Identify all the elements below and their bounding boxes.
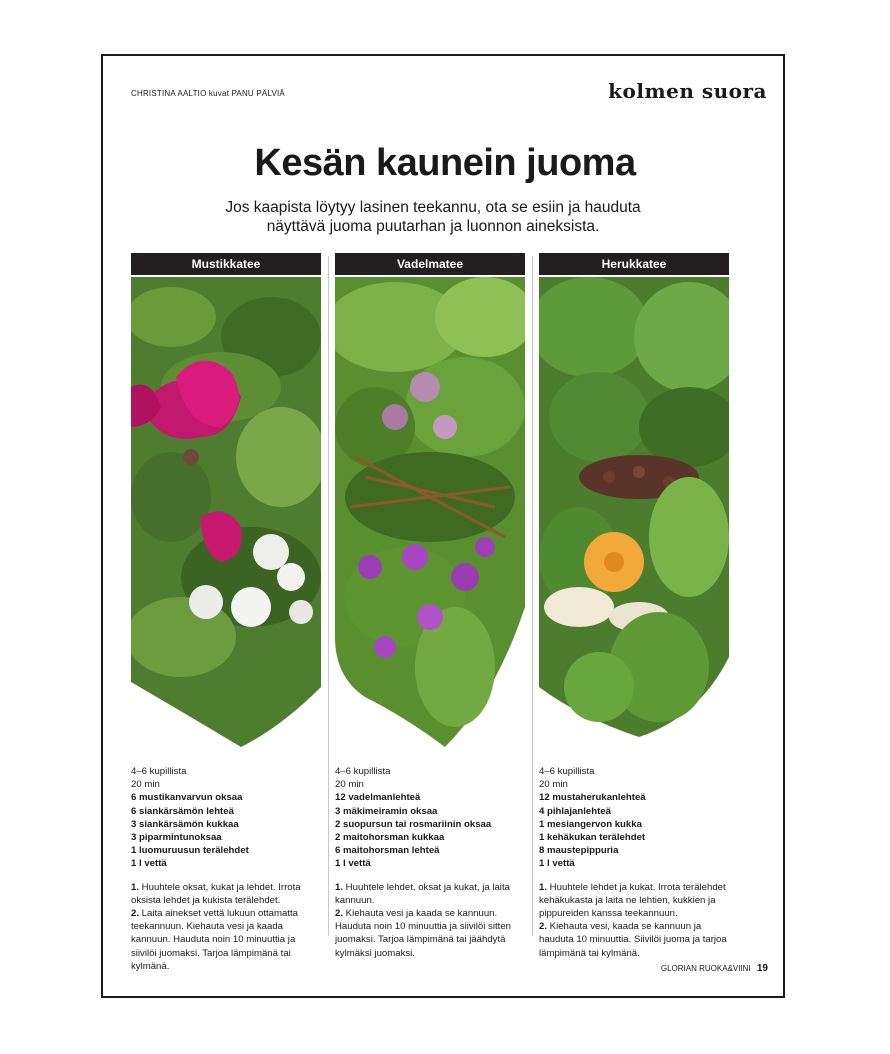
ingredient: 6 siankärsämön lehteä (131, 805, 234, 817)
ingredient: 4 pihlajanlehteä (539, 805, 611, 817)
step: 1. Huuhtele oksat, kukat ja lehdet. Irrota oksista lehdet ja kukista terälehdet. (131, 881, 301, 906)
recipe-column-herukkatee (539, 253, 729, 959)
ingredient: 3 mäkimeiramin oksaa (335, 805, 438, 817)
page-footer (661, 963, 768, 974)
recipe-column-vadelmatee (335, 253, 525, 959)
recipe-meta (539, 765, 729, 871)
servings: 4–6 kupillista (539, 766, 595, 777)
step: 1. Huuhtele lehdet, oksat ja kukat, ja laita kannuun. (335, 881, 510, 906)
ingredient: 8 maustepippuria (539, 845, 619, 857)
step: 2. Laita ainekset vettä lukuun ottamatta teekannuun. Kiehauta vesi ja kaada kannuun. Hauduta noin 10 minuuttia ja siivilöi juomaksi. Tarjoa lämpimänä tai kylmänä. (131, 908, 298, 972)
ingredient: 1 l vettä (335, 858, 371, 870)
servings: 4–6 kupillista (131, 766, 187, 777)
recipe-steps (335, 881, 525, 960)
recipe-photo (131, 277, 321, 747)
herb-photo-herukka (539, 277, 729, 747)
page-title: Kesän kaunein juoma (254, 142, 636, 184)
herb-photo-vadelma (335, 277, 525, 747)
recipe-steps (131, 881, 321, 973)
ingredient: 12 mustaherukanlehteä (539, 792, 646, 804)
section-logo: kolmen suora (608, 79, 767, 103)
ingredient: 1 luomuruusun terälehdet (131, 845, 249, 857)
ingredient: 2 suopursun tai rosmariinin oksaa (335, 818, 492, 830)
ingredient: 12 vadelmanlehteä (335, 792, 421, 804)
column-divider (328, 256, 329, 936)
ingredient: 1 l vettä (539, 858, 575, 870)
page-number: 19 (756, 963, 768, 974)
intro-line: Jos kaapista löytyy lasinen teekannu, ota se esiin ja hauduta (225, 199, 641, 216)
recipe-title: Mustikkatee (131, 253, 321, 275)
ingredient: 6 maitohorsman lehteä (335, 845, 440, 857)
magazine-name: GLORIAN RUOKA&VIINI (660, 964, 751, 973)
time: 20 min (131, 779, 160, 791)
ingredient: 3 siankärsämön kukkaa (131, 818, 239, 830)
recipe-photo (335, 277, 525, 747)
intro-line: näyttävä juoma puutarhan ja luonnon aineksista. (266, 218, 600, 235)
recipe-meta (335, 765, 525, 871)
recipe-title: Vadelmatee (335, 253, 525, 275)
step: 2. Kiehauta vesi, kaada se kannuun ja hauduta 10 minuuttia. Siivilöi juoma ja tarjoa lämpimänä tai kylmänä. (539, 921, 727, 959)
time: 20 min (335, 779, 364, 791)
step: 2. Kiehauta vesi ja kaada se kannuun. Hauduta noin 10 minuuttia ja siivilöi sitten juomaksi. Tarjoa lämpimänä tai jäähdytä kylmäksi juomaksi. (335, 908, 511, 959)
recipe-steps (539, 881, 729, 960)
ingredient: 1 mesiangervon kukka (539, 818, 642, 830)
ingredient: 1 kehäkukan terälehdet (539, 832, 646, 844)
ingredient: 2 maitohorsman kukkaa (335, 832, 445, 844)
column-divider (532, 256, 533, 936)
recipe-title: Herukkatee (539, 253, 729, 275)
step: 1. Huuhtele lehdet ja kukat. Irrota terälehdet kehäkukasta ja laita ne lehtien, kukkien ja pippureiden kanssa teekannuun. (539, 881, 726, 920)
byline: CHRISTINA AALTIO kuvat PANU PÄLVIÄ (131, 89, 285, 98)
servings: 4–6 kupillista (335, 766, 391, 777)
herb-photo-mustikka (131, 277, 321, 747)
time: 20 min (539, 779, 568, 791)
recipe-column-mustikkatee (131, 253, 321, 972)
intro-text (200, 198, 666, 236)
ingredient: 1 l vettä (131, 858, 167, 870)
recipe-meta (131, 765, 321, 871)
ingredient: 3 piparmintunoksaa (131, 832, 222, 844)
ingredient: 6 mustikanvarvun oksaa (131, 792, 243, 804)
recipe-photo (539, 277, 729, 747)
